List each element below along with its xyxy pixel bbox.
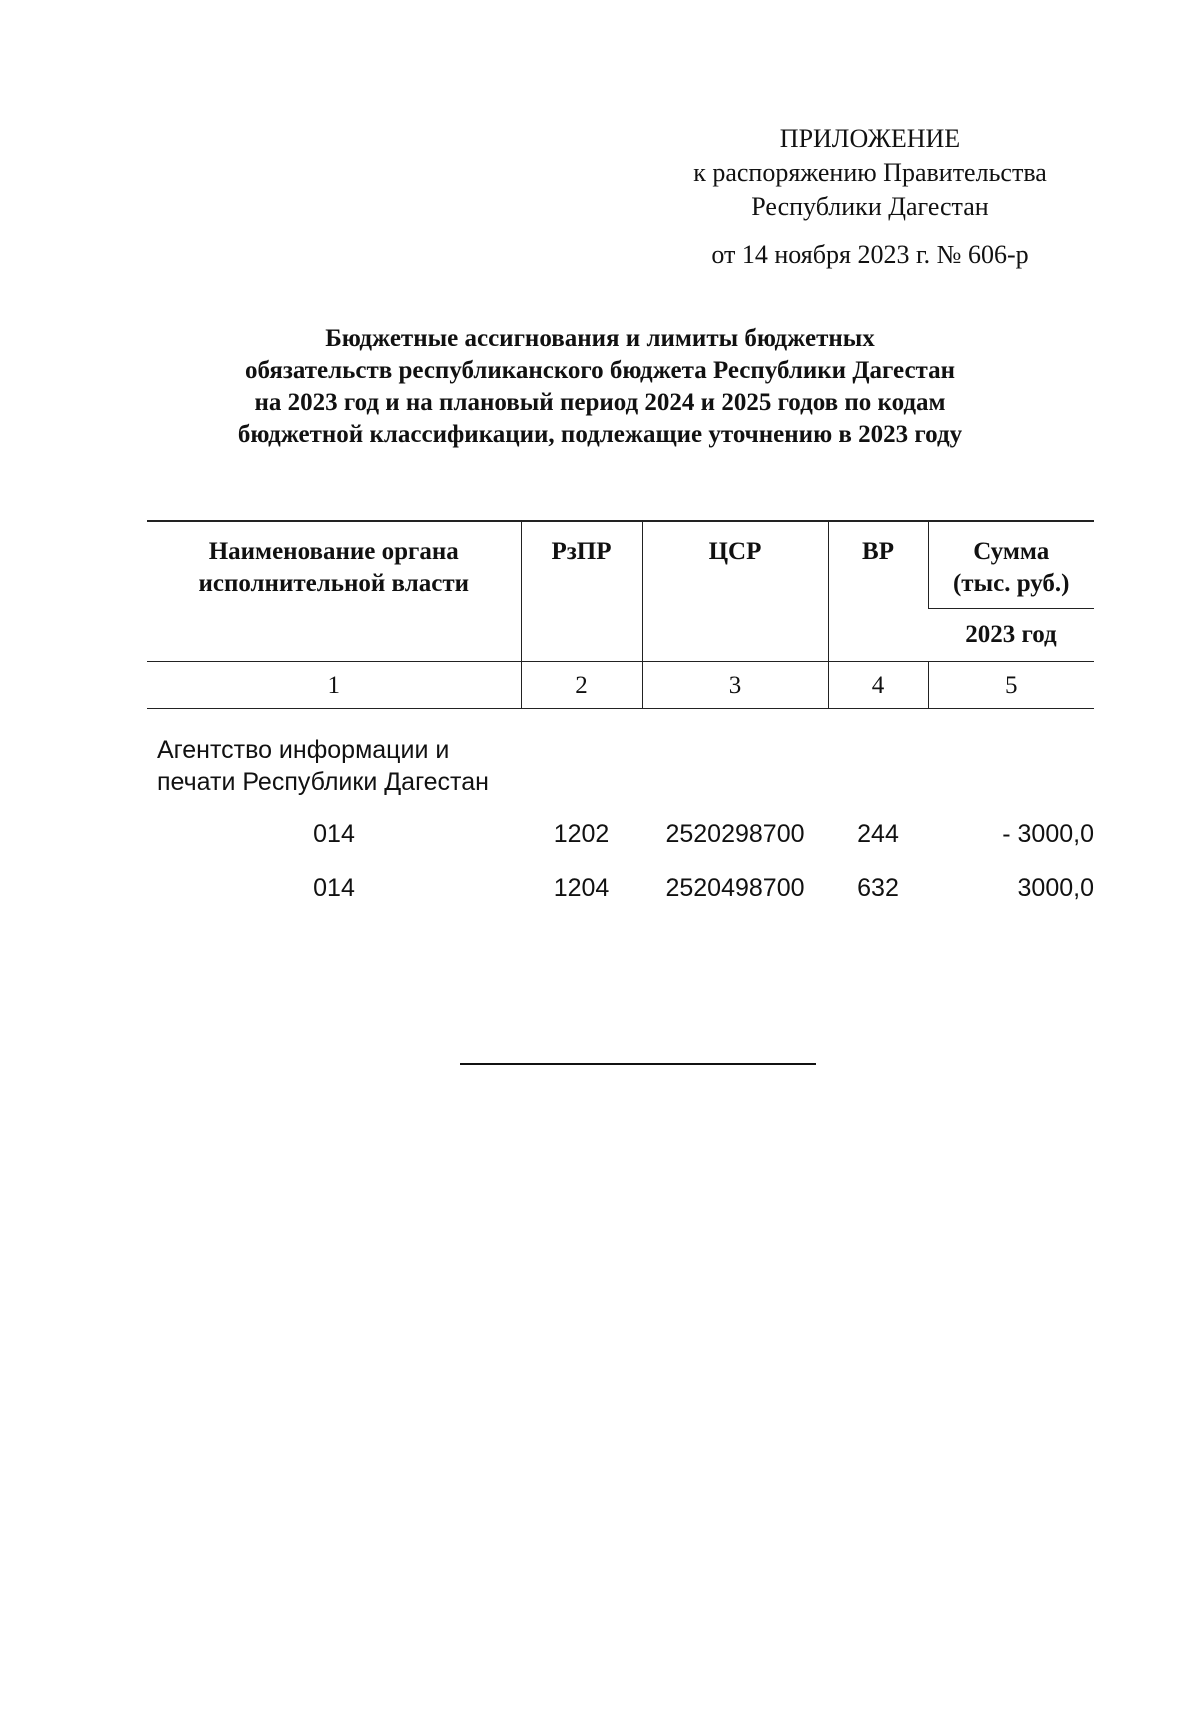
row-rzpr: 1204: [553, 874, 610, 902]
annex-title: ПРИЛОЖЕНИЕ: [779, 124, 961, 153]
agency-name-line-2: печати Республики Дагестан: [157, 768, 489, 796]
end-of-document-rule: [460, 1063, 816, 1065]
column-number-row: [147, 662, 1094, 709]
header-sum: [928, 521, 1094, 609]
document-title-line-2: обязательств республиканского бюджета Республики Дагестан: [244, 357, 956, 384]
table-row: [147, 818, 1094, 872]
header-csr: ЦСР: [642, 521, 828, 662]
column-number-3: 3: [642, 662, 828, 709]
header-sum-line-1: Сумма: [973, 538, 1050, 565]
row-code: 014: [313, 820, 355, 848]
column-number-2: 2: [521, 662, 642, 709]
document-title-line-4: бюджетной классификации, подлежащие уточнению в 2023 году: [237, 421, 963, 448]
row-sum: 3000,0: [1017, 874, 1094, 902]
row-vr: 244: [857, 820, 899, 848]
agency-name: [157, 734, 489, 798]
budget-table: [147, 520, 1094, 709]
header-authority-name-line-1: Наименование органа: [208, 538, 459, 565]
annex-reference: [660, 122, 1080, 272]
header-authority-name-line-2: исполнительной власти: [198, 570, 470, 597]
budget-table-wrapper: [147, 520, 1094, 709]
row-code: 014: [313, 874, 355, 902]
row-csr: 2520498700: [665, 874, 805, 902]
row-vr: 632: [857, 874, 899, 902]
column-number-5: 5: [928, 662, 1094, 709]
header-rzpr: РзПР: [521, 521, 642, 662]
document-title-line-1: Бюджетные ассигнования и лимиты бюджетных: [325, 325, 875, 352]
annex-date: от 14 ноября 2023 г. № 606-р: [711, 240, 1029, 269]
budget-data-rows: [147, 818, 1094, 926]
row-csr: 2520298700: [665, 820, 805, 848]
table-row: [147, 872, 1094, 926]
row-rzpr: 1202: [553, 820, 610, 848]
header-sum-line-2: (тыс. руб.): [952, 570, 1070, 597]
document-title-line-3: на 2023 год и на плановый период 2024 и 2025 годов по кодам: [254, 389, 946, 416]
row-sum: - 3000,0: [1002, 820, 1094, 848]
header-authority-name: [147, 521, 521, 662]
column-number-4: 4: [828, 662, 928, 709]
header-vr: ВР: [828, 521, 928, 662]
annex-line-1: к распоряжению Правительства: [693, 158, 1047, 187]
document-title: [150, 323, 1050, 451]
annex-line-2: Республики Дагестан: [751, 192, 989, 221]
column-number-1: 1: [147, 662, 521, 709]
header-year: 2023 год: [928, 609, 1094, 662]
agency-name-line-1: Агентство информации и: [157, 736, 450, 764]
